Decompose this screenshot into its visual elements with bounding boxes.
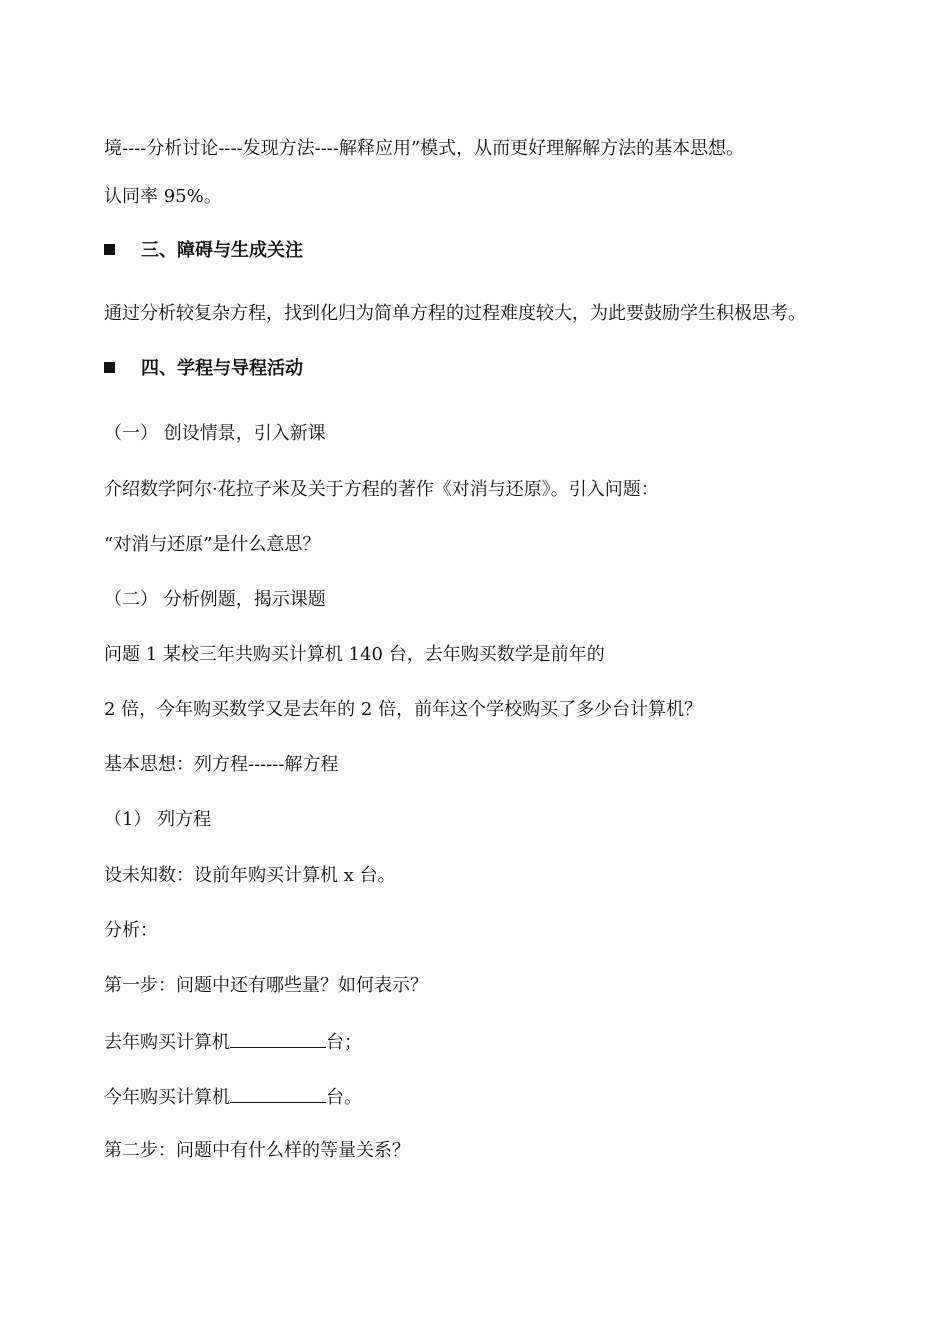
fill-in-line (104, 1084, 362, 1110)
paragraph-line: 第一步：问题中还有哪些量？如何表示？ (104, 975, 428, 996)
square-bullet-icon (104, 244, 115, 255)
paragraph-line: “对消与还原”是什么意思？ (104, 534, 321, 555)
paragraph-line: 2 倍，今年购买数学又是去年的 2 倍，前年这个学校购买了多少台计算机？ (104, 699, 703, 720)
paragraph-line: 分析： (104, 920, 158, 941)
answer-blank (230, 1084, 326, 1103)
fill-in-prefix: 去年购买计算机 (104, 1032, 230, 1053)
subsection-title: （一） 创设情景，引入新课 (104, 423, 326, 444)
paragraph-line: 基本思想：列方程------解方程 (104, 754, 339, 775)
fill-in-line (104, 1029, 362, 1055)
paragraph-line: 介绍数学阿尔·花拉子米及关于方程的著作《对消与还原》。引入问题： (104, 479, 659, 500)
subsection-title: （二） 分析例题，揭示课题 (104, 589, 326, 610)
paragraph-line: 设未知数：设前年购买计算机 x 台。 (104, 865, 396, 886)
paragraph-line: 认同率 95%。 (104, 186, 222, 207)
paragraph-line: 境----分析讨论----发现方法----解释应用”模式，从而更好理解解方法的基本思想。 (104, 138, 745, 159)
section-heading-4 (104, 357, 303, 381)
fill-in-suffix: 台。 (326, 1087, 362, 1108)
fill-in-prefix: 今年购买计算机 (104, 1087, 230, 1108)
answer-blank (230, 1029, 326, 1048)
paragraph-line: 通过分析较复杂方程，找到化归为简单方程的过程难度较大，为此要鼓励学生积极思考。 (104, 303, 806, 324)
subsection-title: （1） 列方程 (104, 809, 212, 830)
section-heading-text: 三、障碍与生成关注 (141, 240, 303, 261)
fill-in-suffix: 台； (326, 1032, 362, 1053)
section-heading-3 (104, 239, 303, 263)
section-heading-text: 四、学程与导程活动 (141, 358, 303, 379)
square-bullet-icon (104, 362, 115, 373)
paragraph-line: 问题 1 某校三年共购买计算机 140 台，去年购买数学是前年的 (104, 644, 605, 665)
paragraph-line: 第二步：问题中有什么样的等量关系？ (104, 1140, 410, 1161)
